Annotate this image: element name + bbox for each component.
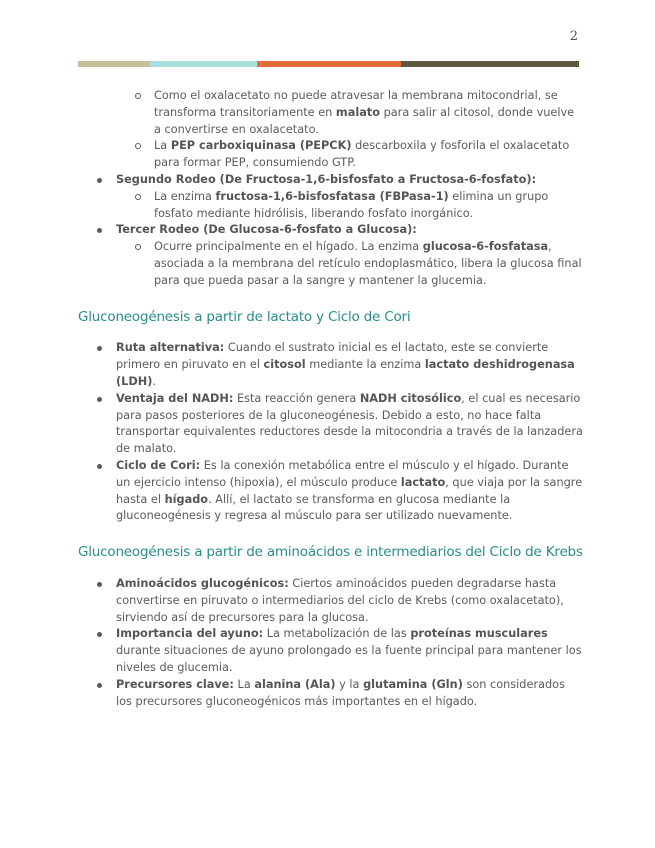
document-body [78, 88, 583, 710]
list-item: Importancia del ayuno: La metabolización de las proteínas musculares durante situaciones de ayuno prolongado es la fuente principal para mantener los niveles de glucemia. [78, 626, 583, 676]
lactato-list [78, 340, 583, 525]
sub-list [116, 88, 583, 172]
list-item: Aminoácidos glucogénicos: Ciertos aminoácidos pueden degradarse hasta convertirse en piruvato o intermediarios del ciclo de Krebs (como oxalacetato), sirviendo así de precursores para la glucosa. [78, 576, 583, 626]
list-item: Ruta alternativa: Cuando el sustrato inicial es el lactato, este se convierte primero en piruvato en el citosol mediante la enzima lactato deshidrogenasa (LDH). [78, 340, 583, 390]
tercer-rodeo-title: Tercer Rodeo (De Glucosa-6-fosfato a Glucosa): [116, 223, 417, 237]
sub-list [116, 189, 583, 223]
list-item: Ventaja del NADH: Esta reacción genera NADH citosólico, el cual es necesario para pasos posteriores de la gluconeogénesis. Debido a esto, no hace falta transportar equivalentes reductores desde la mitocondria a través de la lanzadera de malato. [78, 391, 583, 458]
list-item-segundo-rodeo [78, 172, 583, 222]
list-item [78, 88, 583, 172]
aminoacidos-list [78, 576, 583, 710]
header-color-bar [78, 61, 579, 67]
list-item: Precursores clave: La alanina (Ala) y la glutamina (Gln) son considerados los precursores gluconeogénicos más importantes en el hígado. [78, 677, 583, 711]
page-number: 2 [569, 29, 578, 44]
color-bar-segment [78, 61, 150, 67]
color-bar-segment [150, 61, 257, 67]
list-item-glucosa-6-fosfatasa: Ocurre principalmente en el hígado. La enzima glucosa-6-fosfatasa, asociada a la membrana del retículo endoplasmático, libera la glucosa final para que pueda pasar a la sangre y mantener la glucemia. [78, 239, 583, 289]
color-bar-segment [401, 61, 579, 67]
list-item-fbpasa: La enzima fructosa-1,6-bisfosfatasa (FBPasa-1) elimina un grupo fosfato mediante hidrólisis, liberando fosfato inorgánico. [78, 189, 583, 223]
list-item-oxalacetato: Como el oxalacetato no puede atravesar la membrana mitocondrial, se transforma transitoriamente en malato para salir al citosol, donde vuelve a convertirse en oxalacetato. [78, 88, 583, 138]
list-item-pepck: La PEP carboxiquinasa (PEPCK) descarboxila y fosforila el oxalacetato para formar PEP, consumiendo GTP. [78, 138, 583, 172]
color-bar-segment [257, 61, 401, 67]
segundo-rodeo-title: Segundo Rodeo (De Fructosa-1,6-bisfosfato a Fructosa-6-fosfato): [116, 172, 537, 186]
sub-list [116, 239, 583, 289]
top-list [78, 88, 583, 290]
section-heading-aminoacidos: Gluconeogénesis a partir de aminoácidos e intermediarios del Ciclo de Krebs [78, 544, 583, 561]
list-item: Ciclo de Cori: Es la conexión metabólica entre el músculo y el hígado. Durante un ejercicio intenso (hipoxia), el músculo produce lactato, que viaja por la sangre hasta el hígado. Allí, el lactato se transforma en glucosa mediante la gluconeogénesis y regresa al músculo para ser utilizado nuevamente. [78, 458, 583, 525]
list-item-tercer-rodeo [78, 222, 583, 289]
section-heading-lactato: Gluconeogénesis a partir de lactato y Ciclo de Cori [78, 308, 411, 325]
